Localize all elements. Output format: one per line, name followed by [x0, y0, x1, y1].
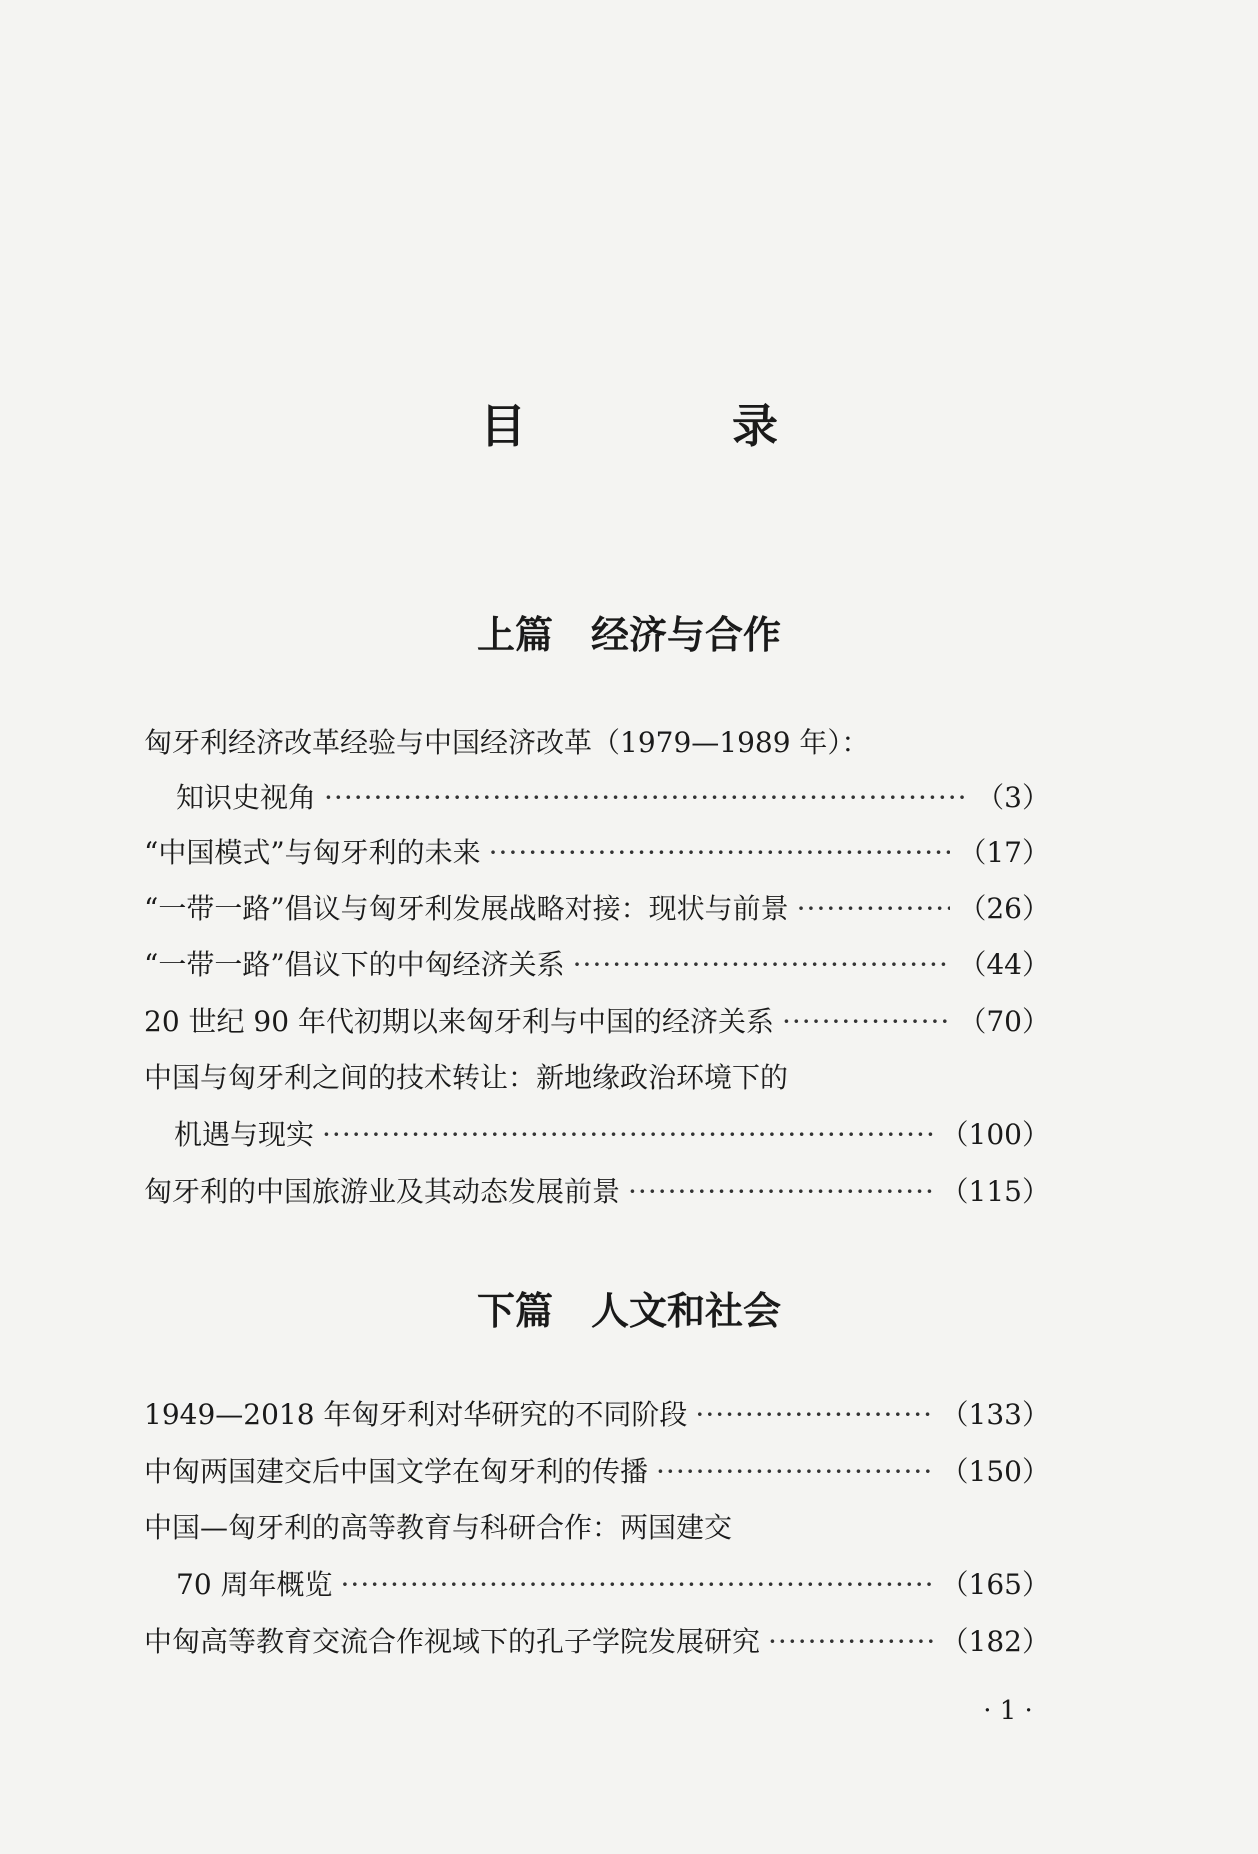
- toc-entry-page: （165）: [940, 1568, 1050, 1601]
- toc-entry-page: （100）: [940, 1118, 1050, 1151]
- leader-dots: [628, 1167, 933, 1217]
- toc-entry-title: 匈牙利的中国旅游业及其动态发展前景: [144, 1175, 621, 1208]
- toc-entry-page: （182）: [940, 1625, 1050, 1658]
- part-heading-1: 上篇 经济与合作: [476, 613, 781, 657]
- toc-entry-page: （115）: [940, 1175, 1050, 1208]
- toc-entry-7: [144, 1167, 1050, 1217]
- toc-entry-title: 中匈高等教育交流合作视域下的孔子学院发展研究: [144, 1625, 761, 1658]
- toc-entry-title: 匈牙利经济改革经验与中国经济改革（1979—1989 年）：: [144, 726, 870, 759]
- part-heading-2: 下篇 人文和社会: [476, 1289, 781, 1333]
- leader-dots: [797, 884, 951, 934]
- leader-dots: [573, 940, 951, 990]
- toc-entry-1-line-2: [176, 773, 1050, 823]
- toc-entry-title: “一带一路”倡议下的中匈经济关系: [144, 948, 565, 981]
- toc-entry-title: 20 世纪 90 年代初期以来匈牙利与中国的经济关系: [144, 1005, 774, 1038]
- toc-entry-title: 1949—2018 年匈牙利对华研究的不同阶段: [144, 1398, 688, 1431]
- toc-entry-2: [144, 828, 1050, 878]
- leader-dots: [324, 773, 968, 823]
- leader-dots: [656, 1447, 933, 1497]
- toc-entry-4: [144, 940, 1050, 990]
- toc-entry-page: （3）: [976, 781, 1050, 814]
- toc-entry-9: [144, 1447, 1050, 1497]
- leader-dots: [489, 828, 951, 878]
- toc-entry-page: （150）: [940, 1455, 1050, 1488]
- leader-dots: [322, 1110, 933, 1160]
- toc-entry-title: “中国模式”与匈牙利的未来: [144, 836, 481, 869]
- leader-dots: [695, 1390, 932, 1440]
- toc-entry-title: 机遇与现实: [174, 1118, 315, 1151]
- toc-entry-3: [144, 884, 1050, 934]
- leader-dots: [782, 997, 950, 1047]
- toc-entry-title: 中国与匈牙利之间的技术转让：新地缘政治环境下的: [144, 1061, 789, 1094]
- toc-entry-6-line-2: [174, 1110, 1050, 1160]
- leader-dots: [768, 1617, 933, 1667]
- page-number: · 1 ·: [983, 1696, 1033, 1726]
- toc-entry-title: 中匈两国建交后中国文学在匈牙利的传播: [144, 1455, 649, 1488]
- leader-dots: [341, 1560, 933, 1610]
- toc-entry-5: [144, 997, 1050, 1047]
- toc-entry-page: （17）: [958, 836, 1050, 869]
- toc-entry-page: （70）: [958, 1005, 1050, 1038]
- toc-entry-10-line-1: [144, 1503, 732, 1553]
- toc-entry-11: [144, 1617, 1050, 1667]
- toc-entry-title: 70 周年概览: [176, 1568, 333, 1601]
- toc-entry-title: “一带一路”倡议与匈牙利发展战略对接：现状与前景: [144, 892, 789, 925]
- toc-entry-10-line-2: [176, 1560, 1050, 1610]
- toc-entry-title: 知识史视角: [176, 781, 317, 814]
- toc-entry-page: （133）: [940, 1398, 1050, 1431]
- toc-entry-page: （44）: [958, 948, 1050, 981]
- page-title: 目 录: [480, 399, 858, 453]
- toc-entry-title: 中国—匈牙利的高等教育与科研合作：两国建交: [144, 1511, 733, 1544]
- toc-entry-page: （26）: [958, 892, 1050, 925]
- toc-entry-8: [144, 1390, 1050, 1440]
- toc-entry-1-line-1: [144, 718, 869, 768]
- toc-entry-6-line-1: [144, 1053, 788, 1103]
